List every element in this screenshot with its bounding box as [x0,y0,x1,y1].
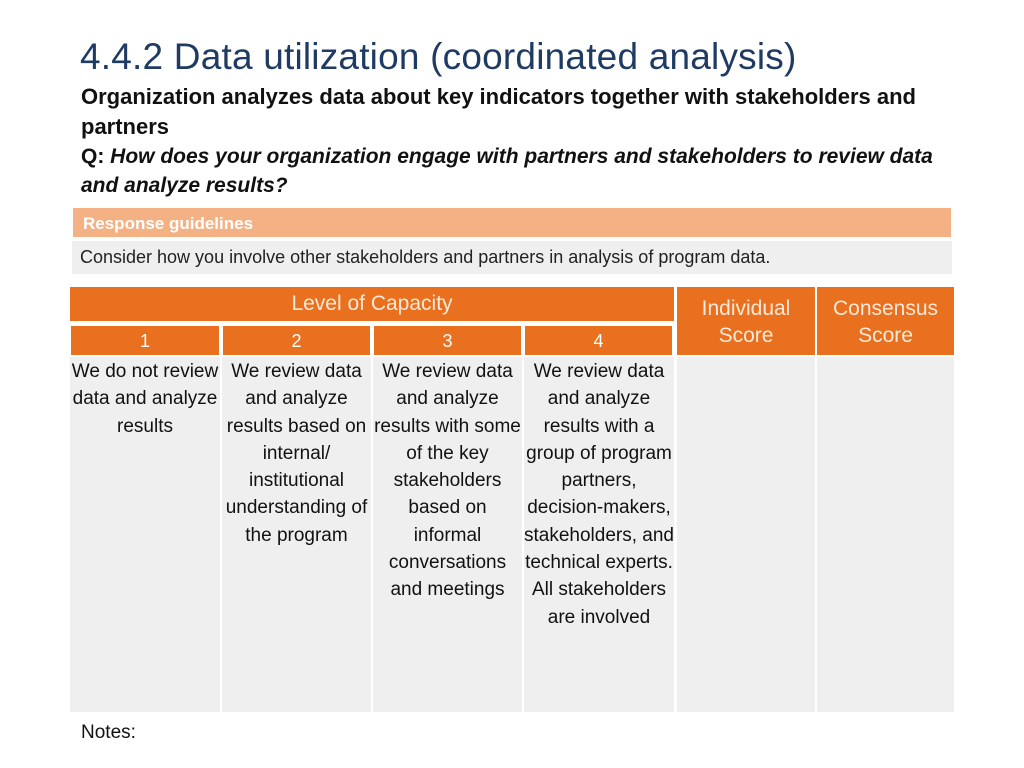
question-prefix: Q: [81,145,105,168]
individual-score-header: Individual Score [677,287,815,355]
level-1-number: 1 [69,324,221,357]
response-guidelines-header: Response guidelines [72,207,952,238]
level-3-description: We review data and analyze results with some of the key stakeholders based on informal conversations and meetings [373,357,522,712]
level-1-description: We do not review data and analyze results [70,357,220,712]
consensus-score-cell[interactable] [817,357,954,712]
consensus-score-header: Consensus Score [817,287,954,355]
page-subtitle: Organization analyzes data about key indicators together with stakeholders and partners [81,84,916,139]
level-2-description: We review data and analyze results based on internal/ institutional understanding of the program [222,357,371,712]
level-4-description: We review data and analyze results with a group of program partners, decision-makers, stakeholders, and technical experts. All stakeholders are involved [524,357,674,712]
response-guidelines-body: Consider how you involve other stakeholders and partners in analysis of program data. [72,241,952,274]
notes-label: Notes: [81,722,136,743]
capacity-level-number-row [69,324,674,355]
level-4-number: 4 [523,324,674,357]
question-text: How does your organization engage with partners and stakeholders to review data and analyze results? [81,145,933,197]
individual-score-cell[interactable] [677,357,815,712]
level-3-number: 3 [372,324,523,357]
level-of-capacity-header: Level of Capacity [70,287,674,321]
page-title: 4.4.2 Data utilization (coordinated analysis) [80,36,797,77]
level-2-number: 2 [221,324,372,357]
question [81,142,961,200]
